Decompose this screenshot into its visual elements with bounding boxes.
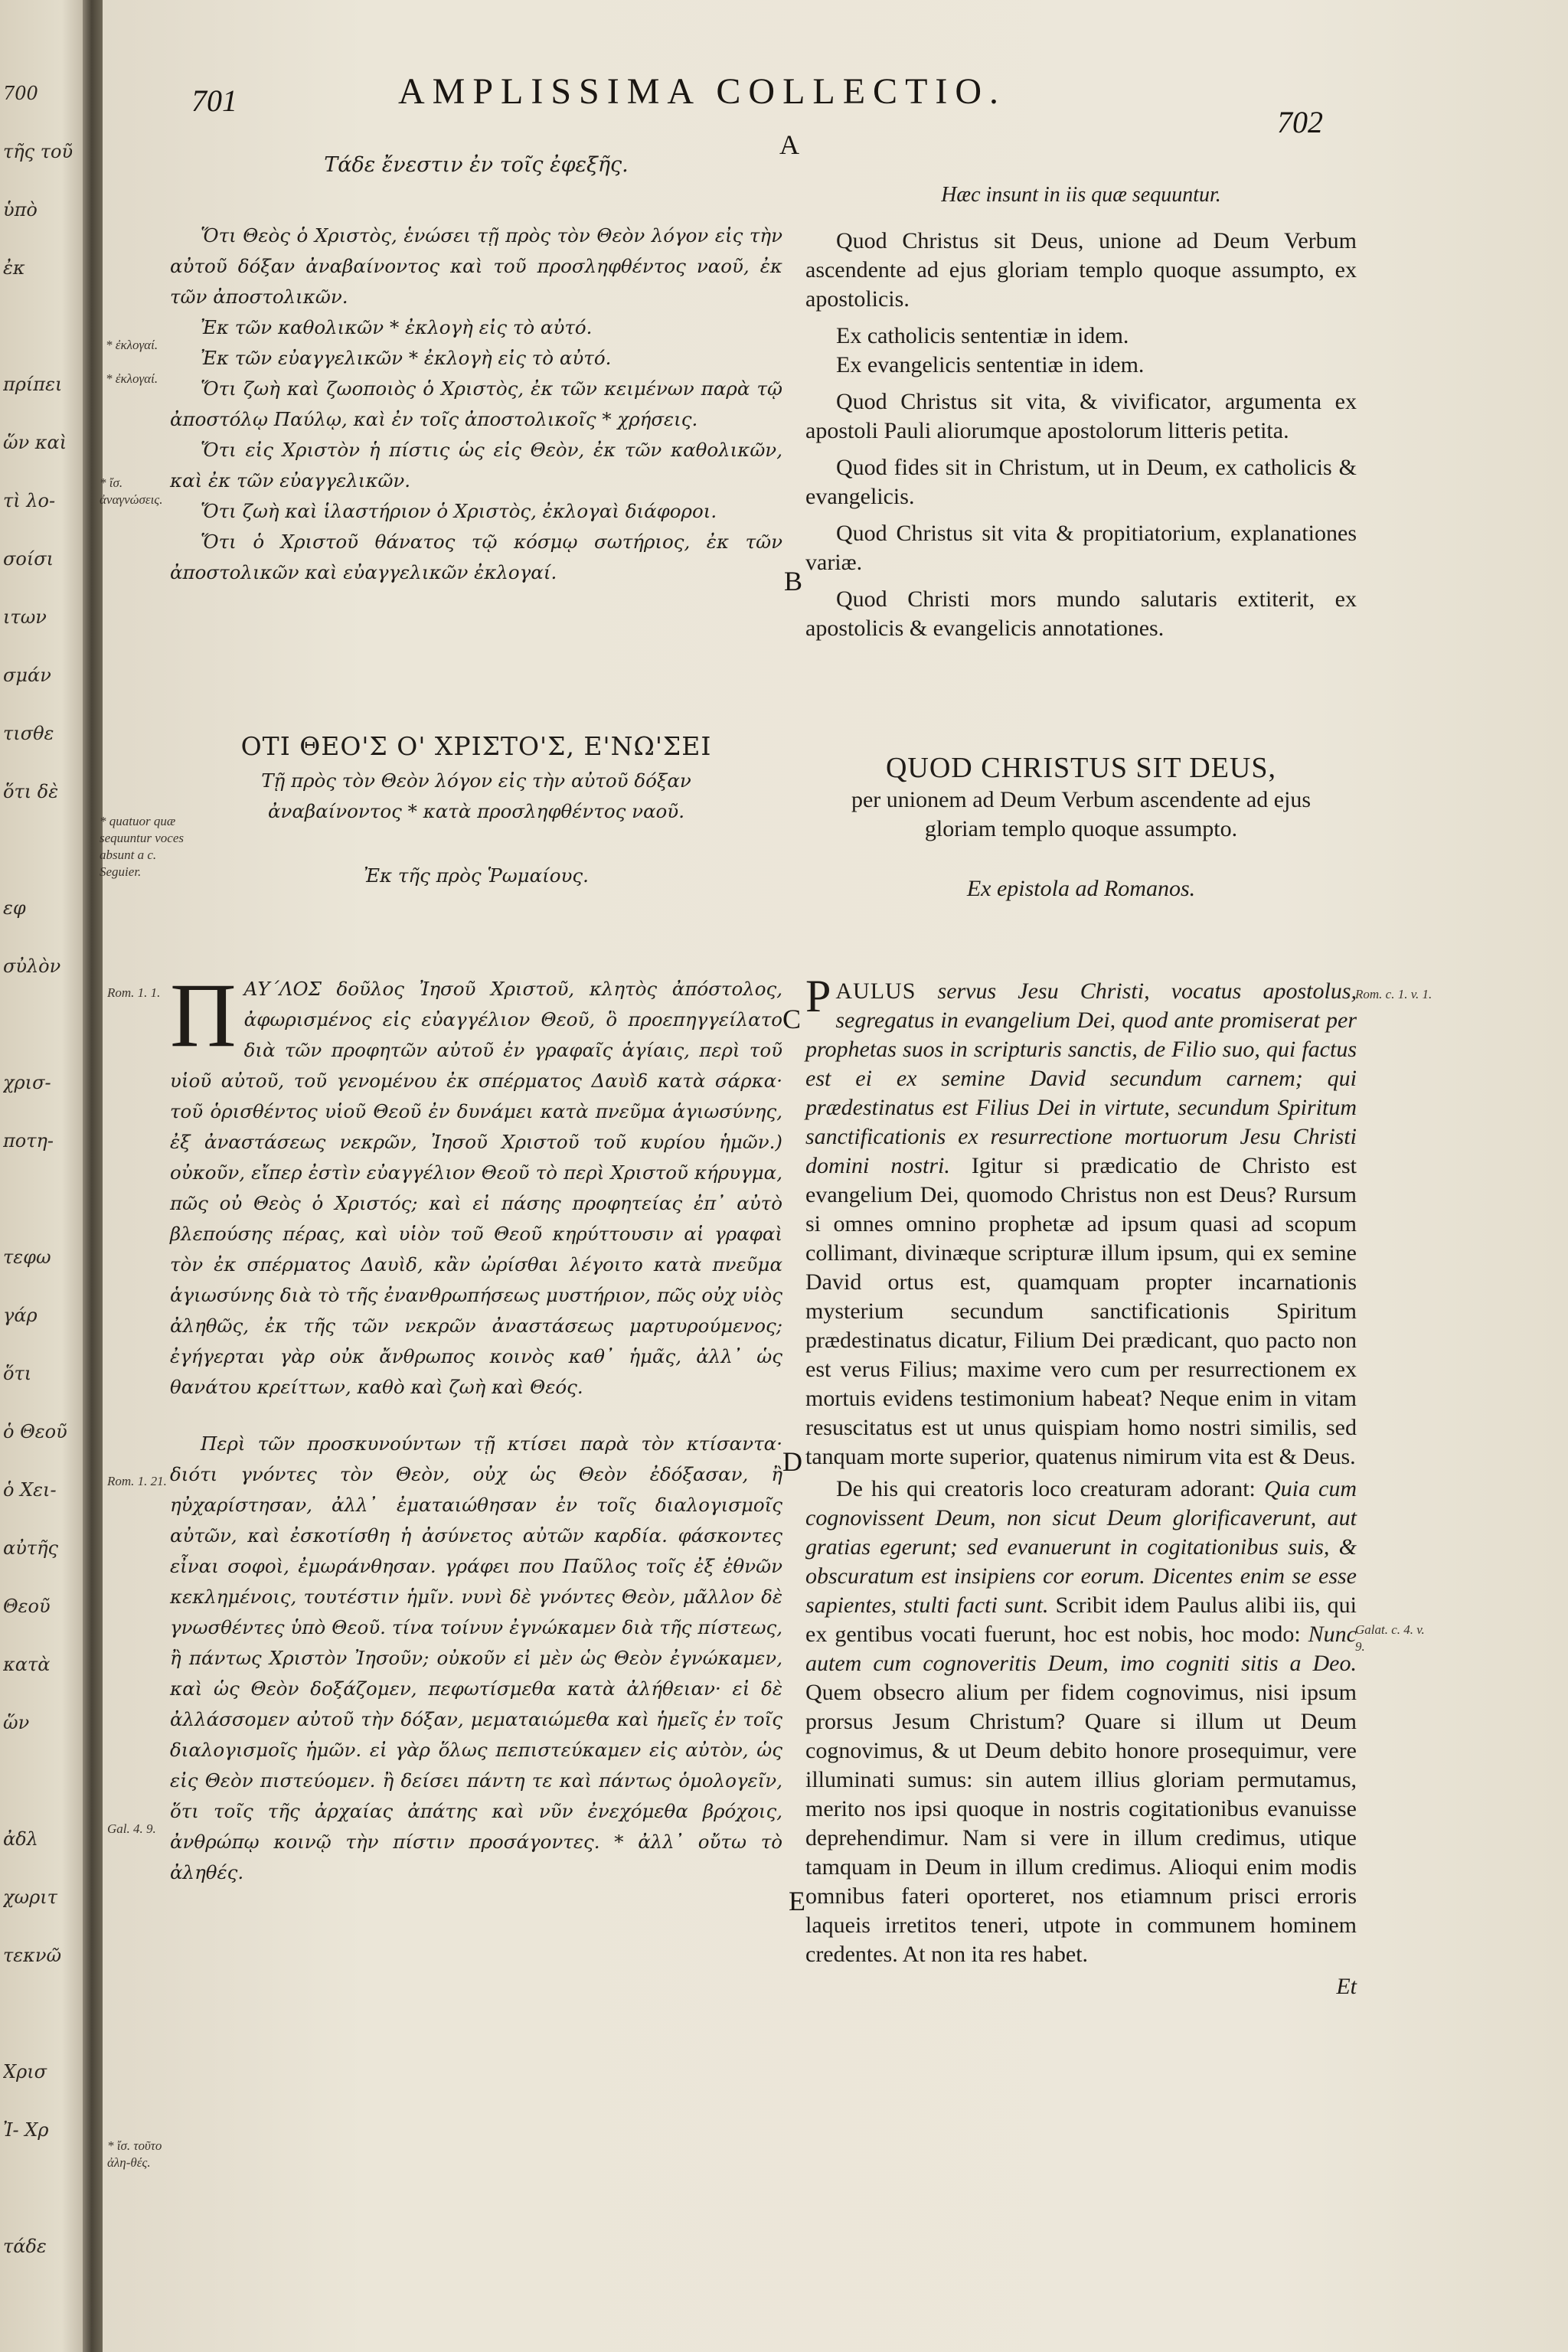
greek-paragraph-1-text: ΑΥ΄ΛΟΣ δοῦλος Ἰησοῦ Χριστοῦ, κλητὸς ἀπόστολος, ἀφωρισμένος εἰς εὐαγγέλιον Θεοῦ, ὃ προεπηγγείλατο διὰ τῶν προφητῶν αὐτοῦ ἐν γραφαῖς ἁγίαις, περὶ τοῦ υἱοῦ αὐτοῦ, τοῦ γενομένου ἐκ σπέρματος Δαυὶδ κατὰ σάρκα· τοῦ ὁρισθέντος υἱοῦ Θεοῦ ἐν δυνάμει κατὰ πνεῦμα ἁγιωσύνης, ἐξ ἀναστάσεως νεκρῶν, Ἰησοῦ Χριστοῦ τοῦ κυρίου ἡμῶν.) οὐκοῦν, εἴπερ ἐστὶν εὐαγγέλιον Θεοῦ τὸ περὶ Χριστοῦ κήρυγμα, πῶς οὐ Θεὸς ὁ Χριστός; καὶ εἰ πάσης προφητείας ἐπ᾽ αὐτὸ βλεπούσης πέρας, καὶ υἱὸν τοῦ Θεοῦ κηρύττουσιν αἱ γραφαὶ τὸν ἐκ σπέρματος Δαυὶδ, κἂν ὠρίσθαι λέγοιτο κατὰ πνεῦμα ἁγιωσύνης διὰ τὸ τῆς ἐνανθρωπήσεως μυστήριον, πῶς οὐχ υἱὸς ἀληθῶς, ἐκ τῆς τῶν νεκρῶν ἀναστάσεως μαρτυρούμενος; ἐγήγερται γὰρ οὐκ ἄνθρωπος κοινὸς καθ᾽ ἡμᾶς, ἀλλ᾽ ὡς θανάτου κρείττων, καθὸ καὶ ζωὴ καὶ Θεός.: [170, 978, 782, 1398]
adjacent-page-fragment: τισθε: [3, 723, 54, 744]
catchword: Et: [1336, 1974, 1357, 1999]
latin-toc-item: Quod Christus sit Deus, unione ad Deum Verbum ascendente ad ejus gloriam templo quoque assumpto, ex apostolicis.: [805, 228, 1357, 312]
greek-toc-item: Ἐκ τῶν καθολικῶν * ἐκλογὴ εἰς τὸ αὐτό.: [201, 316, 593, 338]
greek-toc-item: Ὅτι Θεὸς ὁ Χριστὸς, ἑνώσει τῇ πρὸς τὸν Θεὸν λόγον εἰς τὴν αὐτοῦ δόξαν ἀναβαίνοντος καὶ τοῦ προσληφθέντος ναοῦ, ἐκ τῶν ἀποστολικῶν.: [170, 224, 782, 308]
adjacent-page-fragment: τάδε: [3, 2236, 47, 2257]
adjacent-page-fragment: Ἰ- Χρ: [3, 2119, 49, 2141]
adjacent-page-fragment: ὁ Θεοῦ: [3, 1421, 67, 1442]
adjacent-page-fragment: πρίπει: [3, 374, 63, 395]
adjacent-page-fragment: χωριτ: [3, 1886, 57, 1908]
scripture-reference: Rom. 1. 1.: [107, 985, 161, 1000]
latin-column: [805, 181, 1357, 643]
adjacent-page-fragment: χρισ-: [3, 1072, 51, 1093]
adjacent-page-fragment: τῆς τοῦ: [3, 141, 74, 162]
adjacent-page-fragment: ιτων: [3, 606, 47, 628]
adjacent-page-fragment: 700: [3, 83, 38, 104]
latin-section-subtitle: per unionem ad Deum Verbum ascendente ad ejus gloriam templo quoque assumpto.: [851, 787, 1312, 841]
adjacent-page-fragment: ὥν καὶ: [3, 432, 67, 453]
latin-section-title: QUOD CHRISTUS SIT DEUS,: [885, 752, 1277, 784]
latin-toc-item: Quod Christi mors mundo salutaris extiterit, ex apostolicis & evangelicis annotationes.: [805, 586, 1357, 641]
greek-heading: Τάδε ἔνεστιν ἐν τοῖς ἐφεξῆς.: [324, 153, 629, 177]
adjacent-page-fragment: Χρισ: [3, 2061, 47, 2082]
scripture-reference: Rom. 1. 21.: [107, 1474, 167, 1488]
adjacent-page-fragment: ὅτι: [3, 1363, 32, 1384]
greek-column: [170, 150, 782, 588]
adjacent-page-fragment: ποτη-: [3, 1130, 54, 1152]
greek-section-title: ΟΤΙ ΘΕΟ'Σ Ο' ΧΡΙΣΤΟ'Σ, Ε'ΝΩ'ΣΕΙ: [240, 731, 712, 761]
scripture-reference: Gal. 4. 9.: [107, 1821, 156, 1836]
latin-paragraph-1: [805, 971, 1357, 1472]
greek-toc-item: Ὅτι ὁ Χριστοῦ θάνατος τῷ κόσμῳ σωτήριος, ἐκ τῶν ἀποστολικῶν καὶ εὐαγγελικῶν ἐκλογαί.: [170, 531, 782, 583]
margin-note: * ἴσ. ἀναγνώσεις.: [100, 475, 163, 507]
latin-toc-item: Ex evangelicis sententiæ in idem.: [836, 352, 1145, 377]
section-marker-c: C: [782, 1004, 802, 1034]
scripture-reference: Rom. c. 1. v. 1.: [1355, 987, 1432, 1001]
adjacent-page-fragment: κατὰ: [3, 1654, 51, 1675]
latin-paragraph-2-mid: Scribit idem Paulus alibi iis, qui ex gentibus vocati fuerunt, hoc est nobis, hoc modo:: [805, 1592, 1357, 1647]
adjacent-page-fragment: αὐτῆς: [3, 1537, 58, 1559]
adjacent-page-fragment: τὶ λο-: [3, 490, 56, 511]
latin-toc-item: Quod fides sit in Christum, ut in Deum, ex catholicis & evangelicis.: [805, 455, 1357, 509]
adjacent-page-fragment: ἐκ: [3, 257, 25, 279]
greek-title-block: [170, 727, 782, 891]
book-spine: [83, 0, 103, 2352]
latin-heading: Hæc insunt in iis quæ sequuntur.: [941, 183, 1221, 207]
scripture-quotation: servus Jesu Christi, vocatus apostolus, segregatus in evangelium Dei, quod ante promiserat per prophetas suos in scripturis sanctis, de Filio suo, qui factus est ei ex semine David secundum carnem; qui prædestinatus est Filius Dei in virtute, secundum Spiritum sanctificationis ex resurrectione mortuorum Jesu Christi domini nostri.: [805, 978, 1357, 1178]
margin-note: * quatuor quæ sequuntur voces absunt a c. Seguier.: [100, 814, 185, 879]
page-number-right: 702: [1277, 105, 1323, 139]
greek-epistle-heading: Ἐκ τῆς πρὸς Ῥωμαίους.: [364, 864, 589, 887]
adjacent-page-fragment: σοίσι: [3, 548, 54, 570]
greek-toc-item: Ὅτι ζωὴ καὶ ἱλαστήριον ὁ Χριστὸς, ἐκλογαὶ διάφοροι.: [201, 500, 717, 522]
section-marker-e: E: [789, 1886, 805, 1916]
adjacent-page-strip: [0, 0, 88, 2352]
latin-paragraph-2-text: Quem obsecro alium per fidem cognovimus, nisi ipsum prorsus Jesum Christum? Quare si illum ut Deum cognovimus, & ut Deum debito honore prosequimur, vere illuminati sumus: sin autem illius gloriam permutamus, merito nos ipsi quoque in nostris cogitationibus evanuisse deprehendimur. Nam si vere in illum credimus, utique tamquam in Deum in illum credimus. Alioqui enim modis omnibus fateri oporteret, nos etiamnum prisci erroris laqueis irretitos teneri, utpote in communem hominem credentes. At non ita res habet.: [805, 1680, 1357, 1967]
scripture-quotation: Nunc autem cum cognoveritis Deum, imo cogniti sitis a Deo.: [805, 1622, 1357, 1676]
drop-cap: Π: [170, 964, 237, 1066]
adjacent-page-fragment: σμάν: [3, 665, 51, 686]
adjacent-page-fragment: ὑπὸ: [3, 199, 38, 220]
greek-toc-item: Ὅτι εἰς Χριστὸν ἡ πίστις ὡς εἰς Θεὸν, ἐκ τῶν καθολικῶν, καὶ ἐκ τῶν εὐαγγελικῶν.: [170, 439, 782, 492]
latin-toc-item: Ex catholicis sententiæ in idem.: [836, 323, 1129, 348]
section-marker-d: D: [782, 1446, 802, 1477]
margin-note: * ἐκλογαί.: [106, 338, 158, 352]
latin-title-block: [805, 750, 1357, 903]
margin-note: * ἴσ. τοῦτο ἀλη-θές.: [107, 2138, 162, 2170]
latin-body: [805, 971, 1357, 2001]
adjacent-page-fragment: τεφω: [3, 1246, 51, 1268]
adjacent-page-fragment: ὥν: [3, 1712, 30, 1733]
greek-section-subtitle: Τῇ πρὸς τὸν Θεὸν λόγον εἰς τὴν αὐτοῦ δόξαν ἀναβαίνοντος * κατὰ προσληφθέντος ναοῦ.: [261, 769, 691, 822]
latin-paragraph-1-text: Igitur si prædicatio de Christo est evangelium Dei, quomodo Christus non est Deus? Rursum si omnes omnino prophetæ ad ipsum quasi ad scopum collimant, divinæque scripturæ illum ipsum, qui ex semine David ortus est, quamquam propter incarnationis mysterium secundum sanctificationis Spiritum prædestinatus dicatur, Filium Dei prædicant, quo pacto non est verus Filius; maxime vero cum per resurrectionem ex mortuis evidens testimonium habeat? Neque enim in vitam resuscitatus est ut unus quispiam homo nostri similis, sed tanquam morte superior, quatenus nimirum vita est & Deus.: [805, 1153, 1357, 1469]
adjacent-page-fragment: ὁ Χει-: [3, 1479, 57, 1501]
latin-opening-caps: AULUS: [835, 978, 916, 1004]
scripture-reference: Galat. c. 4. v. 9.: [1355, 1622, 1425, 1654]
section-marker-b: B: [784, 566, 803, 596]
greek-toc-item: Ὅτι ζωὴ καὶ ζωοποιὸς ὁ Χριστὸς, ἐκ τῶν κειμένων παρὰ τῷ ἀποστόλῳ Παύλῳ, καὶ ἐν τοῖς ἀποστολικοῖς * χρήσεις.: [170, 377, 782, 430]
running-title: AMPLISSIMA COLLECTIO.: [398, 71, 1007, 112]
latin-epistle-heading: Ex epistola ad Romanos.: [966, 876, 1196, 901]
section-marker-a: A: [779, 129, 799, 160]
page-number-left: 701: [191, 83, 237, 118]
adjacent-page-fragment: σὐλὸν: [3, 956, 61, 977]
adjacent-page-fragment: γάρ: [3, 1305, 38, 1326]
greek-paragraph-2: Περὶ τῶν προσκυνούντων τῇ κτίσει παρὰ τὸν κτίσαντα· διότι γνόντες τὸν Θεὸν, οὐχ ὡς Θεὸν ἐδόξασαν, ἢ ηὐχαρίστησαν, ἀλλ᾽ ἐματαιώθησαν ἐν τοῖς διαλογισμοῖς αὐτῶν, καὶ ἐσκοτίσθη ἡ ἀσύνετος αὐτῶν καρδία. φάσκοντες εἶναι σοφοὶ, ἐμωράνθησαν. γράφει που Παῦλος τοῖς ἐξ ἐθνῶν κεκλημένοις, τουτέστιν ἡμῖν. νυνὶ δὲ γνόντες Θεὸν, μᾶλλον δὲ γνωσθέντες ὑπὸ Θεοῦ. τίνα τοίνυν ἐγνώκαμεν διὰ τῆς πίστεως, ἢ πάντως Χριστὸν Ἰησοῦν; οὐκοῦν εἰ μὲν ὡς Θεὸν ἐγνώκαμεν, καὶ ὡς Θεὸν δοξάζομεν, πεφωτίσμεθα κατὰ ἀλήθειαν· εἰ δὲ ἀλλάσσομεν αὐτοῦ τὴν δόξαν, μεματαιώμεθα καὶ ἡμεῖς ἐν τοῖς διαλογισμοῖς ἡμῶν. εἰ γὰρ ὅλως πεπιστεύκαμεν εἰς αὐτὸν, ὡς εἰς Θεὸν πιστεύομεν. ἢ δείσει πάντη τε καὶ πάντως ὁμολογεῖν, ὅτι τοῖς τῆς ἀρχαίας ἀπάτης καὶ νῦν ἐνεχόμεθα βρόχοις, ἀνθρώπῳ κοινῷ τὴν πίστιν προσάγοντες. * ἀλλ᾽ οὔτω τὸ ἀληθές.: [170, 1432, 782, 1883]
greek-toc-item: Ἐκ τῶν εὐαγγελικῶν * ἐκλογὴ εἰς τὸ αὐτό.: [201, 347, 612, 369]
adjacent-page-fragment: ἀδλ: [3, 1828, 38, 1850]
scripture-quotation: Quia cum cognovissent Deum, non sicut Deum glorificaverunt, aut gratias egerunt; sed evanuerunt in cogitationibus suis, & obscuratum est insipiens cor eorum. Dicentes enim se esse sapientes, stulti facti sunt.: [805, 1476, 1357, 1618]
adjacent-page-fragment: εφ: [3, 897, 26, 919]
adjacent-page-fragment: ὅτι δὲ: [3, 781, 59, 802]
latin-paragraph-2-lead: De his qui creatoris loco creaturam adorant:: [836, 1476, 1256, 1501]
greek-body: [170, 964, 782, 1888]
latin-toc-item: Quod Christus sit vita & propitiatorium, explanationes variæ.: [805, 521, 1357, 575]
adjacent-page-fragment: τεκνῶ: [3, 1945, 62, 1966]
drop-cap: P: [805, 971, 831, 1021]
latin-toc-item: Quod Christus sit vita, & vivificator, argumenta ex apostoli Pauli aliorumque apostolorum litteris petita.: [805, 389, 1357, 443]
greek-paragraph-1: [170, 964, 782, 1403]
margin-note: * ἐκλογαί.: [106, 371, 158, 386]
adjacent-page-fragment: Θεοῦ: [3, 1596, 51, 1617]
latin-paragraph-2: [805, 1475, 1357, 1969]
